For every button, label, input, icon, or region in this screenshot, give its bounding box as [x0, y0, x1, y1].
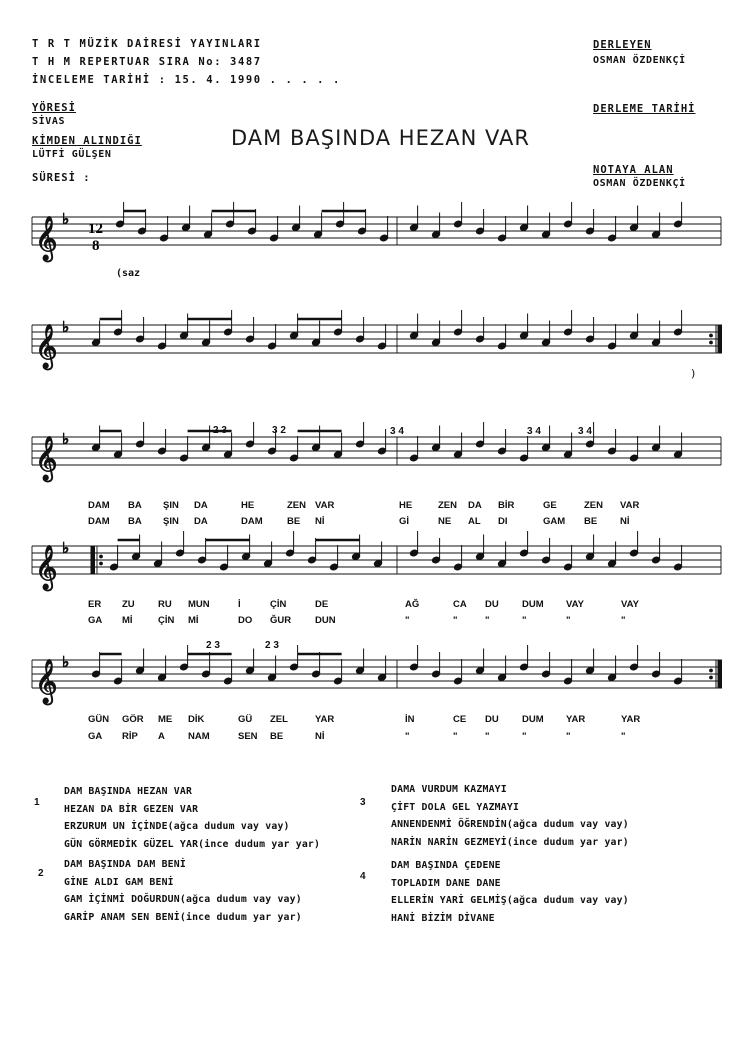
- lyric-syllable: DU: [485, 599, 499, 610]
- final-barline: [718, 325, 722, 353]
- fingering-mark: 2 3: [265, 640, 279, 651]
- lyric-syllable: ": [405, 731, 410, 742]
- lyric-syllable: ZEN: [584, 500, 603, 511]
- lyric-syllable: ÇİN: [270, 599, 287, 610]
- verse-1: [64, 783, 320, 853]
- lyric-syllable: AL: [468, 516, 481, 527]
- lyric-syllable: ER: [88, 599, 102, 610]
- lyric-syllable: ": [453, 615, 458, 626]
- lyric-syllable: ": [405, 615, 410, 626]
- lyric-syllable: ": [621, 731, 626, 742]
- compile-date-label: DERLEME TARİHİ: [593, 103, 696, 115]
- lyric-syllable: DA: [194, 500, 208, 511]
- lyric-syllable: ": [485, 615, 490, 626]
- publisher-line: T R T MÜZİK DAİRESİ YAYINLARI: [32, 38, 262, 50]
- treble-clef: 𝄞: [35, 216, 58, 260]
- lyric-syllable: YAR: [566, 714, 586, 725]
- transcriber-label: NOTAYA ALAN: [593, 164, 674, 176]
- lyric-syllable: DE: [315, 599, 329, 610]
- lyric-syllable: VAR: [620, 500, 640, 511]
- verse-line: ANNENDENMİ ÖĞRENDİN(ağca dudum vay vay): [391, 819, 629, 830]
- verse-3: [391, 781, 629, 851]
- lyric-syllable: DUM: [522, 599, 544, 610]
- verse-line: DAM BAŞINDA ÇEDENE: [391, 860, 501, 871]
- lyric-syllable: DUN: [315, 615, 336, 626]
- lyric-syllable: ŞIN: [163, 500, 179, 511]
- source-value: LÜTFİ GÜLŞEN: [32, 149, 112, 160]
- lyric-syllable: RU: [158, 599, 172, 610]
- lyric-syllable: ": [621, 615, 626, 626]
- lyric-syllable: GÖR: [122, 714, 144, 725]
- repeat-dot: [100, 555, 103, 558]
- lyric-syllable: ĞUR: [270, 615, 292, 626]
- lyric-syllable: VAY: [566, 599, 584, 610]
- lyric-syllable: GA: [88, 731, 103, 742]
- lyric-syllable: İ: [238, 599, 241, 610]
- lyric-syllable: GA: [88, 615, 103, 626]
- verse-2: [64, 856, 302, 926]
- verse-line: DAMA VURDUM KAZMAYI: [391, 784, 507, 795]
- lyric-syllable: ŞIN: [163, 516, 179, 527]
- fingering-mark: 3 4: [527, 426, 541, 437]
- lyric-syllable: ": [566, 615, 571, 626]
- time-signature-bottom: 8: [92, 238, 100, 254]
- lyric-syllable: ZEN: [287, 500, 306, 511]
- lyric-syllable: Gİ: [399, 516, 410, 527]
- region-label: YÖRESİ: [32, 102, 76, 114]
- verse-line: NARİN NARİN GEZMEYİ(ince dudum yar yar): [391, 836, 629, 848]
- song-title: DAM BAŞINDA HEZAN VAR: [231, 126, 530, 150]
- lyric-syllable: YAR: [315, 714, 335, 725]
- lyric-syllable: HE: [399, 500, 413, 511]
- lyric-syllable: Nİ: [315, 516, 325, 527]
- lyric-syllable: DO: [238, 615, 253, 626]
- source-label: KİMDEN ALINDIĞI: [32, 135, 142, 147]
- lyric-syllable: CE: [453, 714, 467, 725]
- verse-line: ELLERİN YARİ GELMİŞ(ağca dudum vay vay): [391, 895, 629, 906]
- lyric-syllable: VAR: [315, 500, 335, 511]
- lyric-syllable: BE: [287, 516, 301, 527]
- lyric-syllable: VAY: [621, 599, 639, 610]
- verse-number: 2: [38, 868, 44, 879]
- verse-line: TOPLADIM DANE DANE: [391, 877, 501, 889]
- lyric-syllable: HE: [241, 500, 255, 511]
- verse-line: DAM BAŞINDA DAM BENİ: [64, 859, 186, 870]
- lyric-syllable: Nİ: [315, 731, 325, 742]
- flat-sign: ♭: [62, 430, 70, 448]
- flat-sign: ♭: [62, 653, 70, 671]
- lyric-syllable: ZEL: [270, 714, 288, 725]
- treble-clef: 𝄞: [35, 324, 58, 368]
- time-signature-top: 12: [88, 221, 103, 237]
- fingering-mark: 3 4: [390, 426, 404, 437]
- fingering-mark: 2 3: [213, 425, 227, 436]
- verse-line: GÜN GÖRMEDİK GÜZEL YAR(ince dudum yar yar): [64, 838, 321, 850]
- repeat-dot: [710, 341, 713, 344]
- final-barline: [718, 660, 722, 688]
- compiler-label: DERLEYEN: [593, 39, 652, 51]
- treble-clef: 𝄞: [35, 436, 58, 480]
- lyric-syllable: DİK: [188, 714, 205, 725]
- lyric-syllable: CA: [453, 599, 467, 610]
- repeat-dot: [100, 562, 103, 565]
- lyric-syllable: ME: [158, 714, 173, 725]
- lyric-syllable: ": [485, 731, 490, 742]
- treble-clef: 𝄞: [35, 659, 58, 703]
- lyric-syllable: A: [158, 731, 165, 742]
- lyric-syllable: BE: [584, 516, 598, 527]
- verse-line: ÇİFT DOLA GEL YAZMAYI: [391, 801, 520, 813]
- lyric-syllable: ÇİN: [158, 615, 175, 626]
- lyric-syllable: BA: [128, 500, 142, 511]
- region-value: SİVAS: [32, 116, 66, 127]
- fingering-mark: 2 3: [206, 640, 220, 651]
- flat-sign: ♭: [62, 210, 70, 228]
- lyric-syllable: BE: [270, 731, 284, 742]
- lyric-syllable: ": [522, 731, 527, 742]
- lyric-syllable: GÜN: [88, 714, 110, 725]
- lyric-syllable: Mİ: [188, 615, 199, 626]
- repeat-dot: [710, 669, 713, 672]
- transcriber-name: OSMAN ÖZDENKÇİ: [593, 178, 686, 189]
- lyric-syllable: DI: [498, 516, 508, 527]
- lyric-syllable: MUN: [188, 599, 210, 610]
- verse-number: 4: [360, 871, 366, 882]
- verse-line: HEZAN DA BİR GEZEN VAR: [64, 803, 199, 815]
- lyric-syllable: RİP: [122, 731, 138, 742]
- lyric-syllable: ": [566, 731, 571, 742]
- lyric-syllable: DA: [194, 516, 208, 527]
- compiler-name: OSMAN ÖZDENKÇİ: [593, 55, 686, 66]
- verse-line: DAM BAŞINDA HEZAN VAR: [64, 786, 193, 797]
- treble-clef: 𝄞: [35, 545, 58, 589]
- lyric-syllable: DA: [468, 500, 482, 511]
- lyric-syllable: DUM: [522, 714, 544, 725]
- fingering-mark: 3 4: [578, 426, 592, 437]
- lyric-syllable: Mİ: [122, 615, 133, 626]
- flat-sign: ♭: [62, 318, 70, 336]
- lyric-syllable: ": [522, 615, 527, 626]
- fingering-mark: 3 2: [272, 425, 286, 436]
- lyric-syllable: GÜ: [238, 714, 253, 725]
- lyric-syllable: NE: [438, 516, 452, 527]
- lyric-syllable: ZU: [122, 599, 135, 610]
- lyric-syllable: ": [453, 731, 458, 742]
- lyric-syllable: GAM: [543, 516, 566, 527]
- repertoire-number: T H M REPERTUAR SIRA No: 3487: [32, 56, 262, 68]
- repeat-dot: [710, 334, 713, 337]
- review-date: İNCELEME TARİHİ : 15. 4. 1990 . . . . .: [32, 74, 341, 86]
- lyric-syllable: GE: [543, 500, 557, 511]
- lyric-syllable: ZEN: [438, 500, 457, 511]
- lyric-syllable: İN: [405, 714, 415, 725]
- repeat-dot: [710, 676, 713, 679]
- verse-line: GARİP ANAM SEN BENİ(ince dudum yar yar): [64, 911, 302, 923]
- lyric-syllable: BİR: [498, 500, 515, 511]
- lyric-syllable: DAM: [88, 516, 110, 527]
- verse-line: GİNE ALDI GAM BENİ: [64, 876, 174, 888]
- flat-sign: ♭: [62, 539, 70, 557]
- lyric-syllable: DAM: [88, 500, 110, 511]
- lyric-syllable: SEN: [238, 731, 258, 742]
- lyric-syllable: AĞ: [405, 599, 420, 610]
- verse-number: 3: [360, 797, 366, 808]
- lyric-syllable: Nİ: [620, 516, 630, 527]
- repeat-start: [91, 546, 95, 574]
- lyric-syllable: YAR: [621, 714, 641, 725]
- lyric-syllable: NAM: [188, 731, 210, 742]
- saz-marking: (saz: [116, 268, 141, 279]
- verse-line: ERZURUM UN İÇİNDE(ağca dudum vay vay): [64, 821, 290, 832]
- lyric-syllable: BA: [128, 516, 142, 527]
- verse-line: HANİ BİZİM DİVANE: [391, 912, 495, 924]
- duration-label: SÜRESİ :: [32, 172, 91, 184]
- lyric-syllable: DAM: [241, 516, 263, 527]
- closing-parenthesis: ): [690, 367, 697, 380]
- verse-line: GAM İÇİNMİ DOĞURDUN(ağca dudum vay vay): [64, 894, 302, 905]
- verse-4: [391, 857, 629, 927]
- verse-number: 1: [34, 797, 40, 808]
- lyric-syllable: DU: [485, 714, 499, 725]
